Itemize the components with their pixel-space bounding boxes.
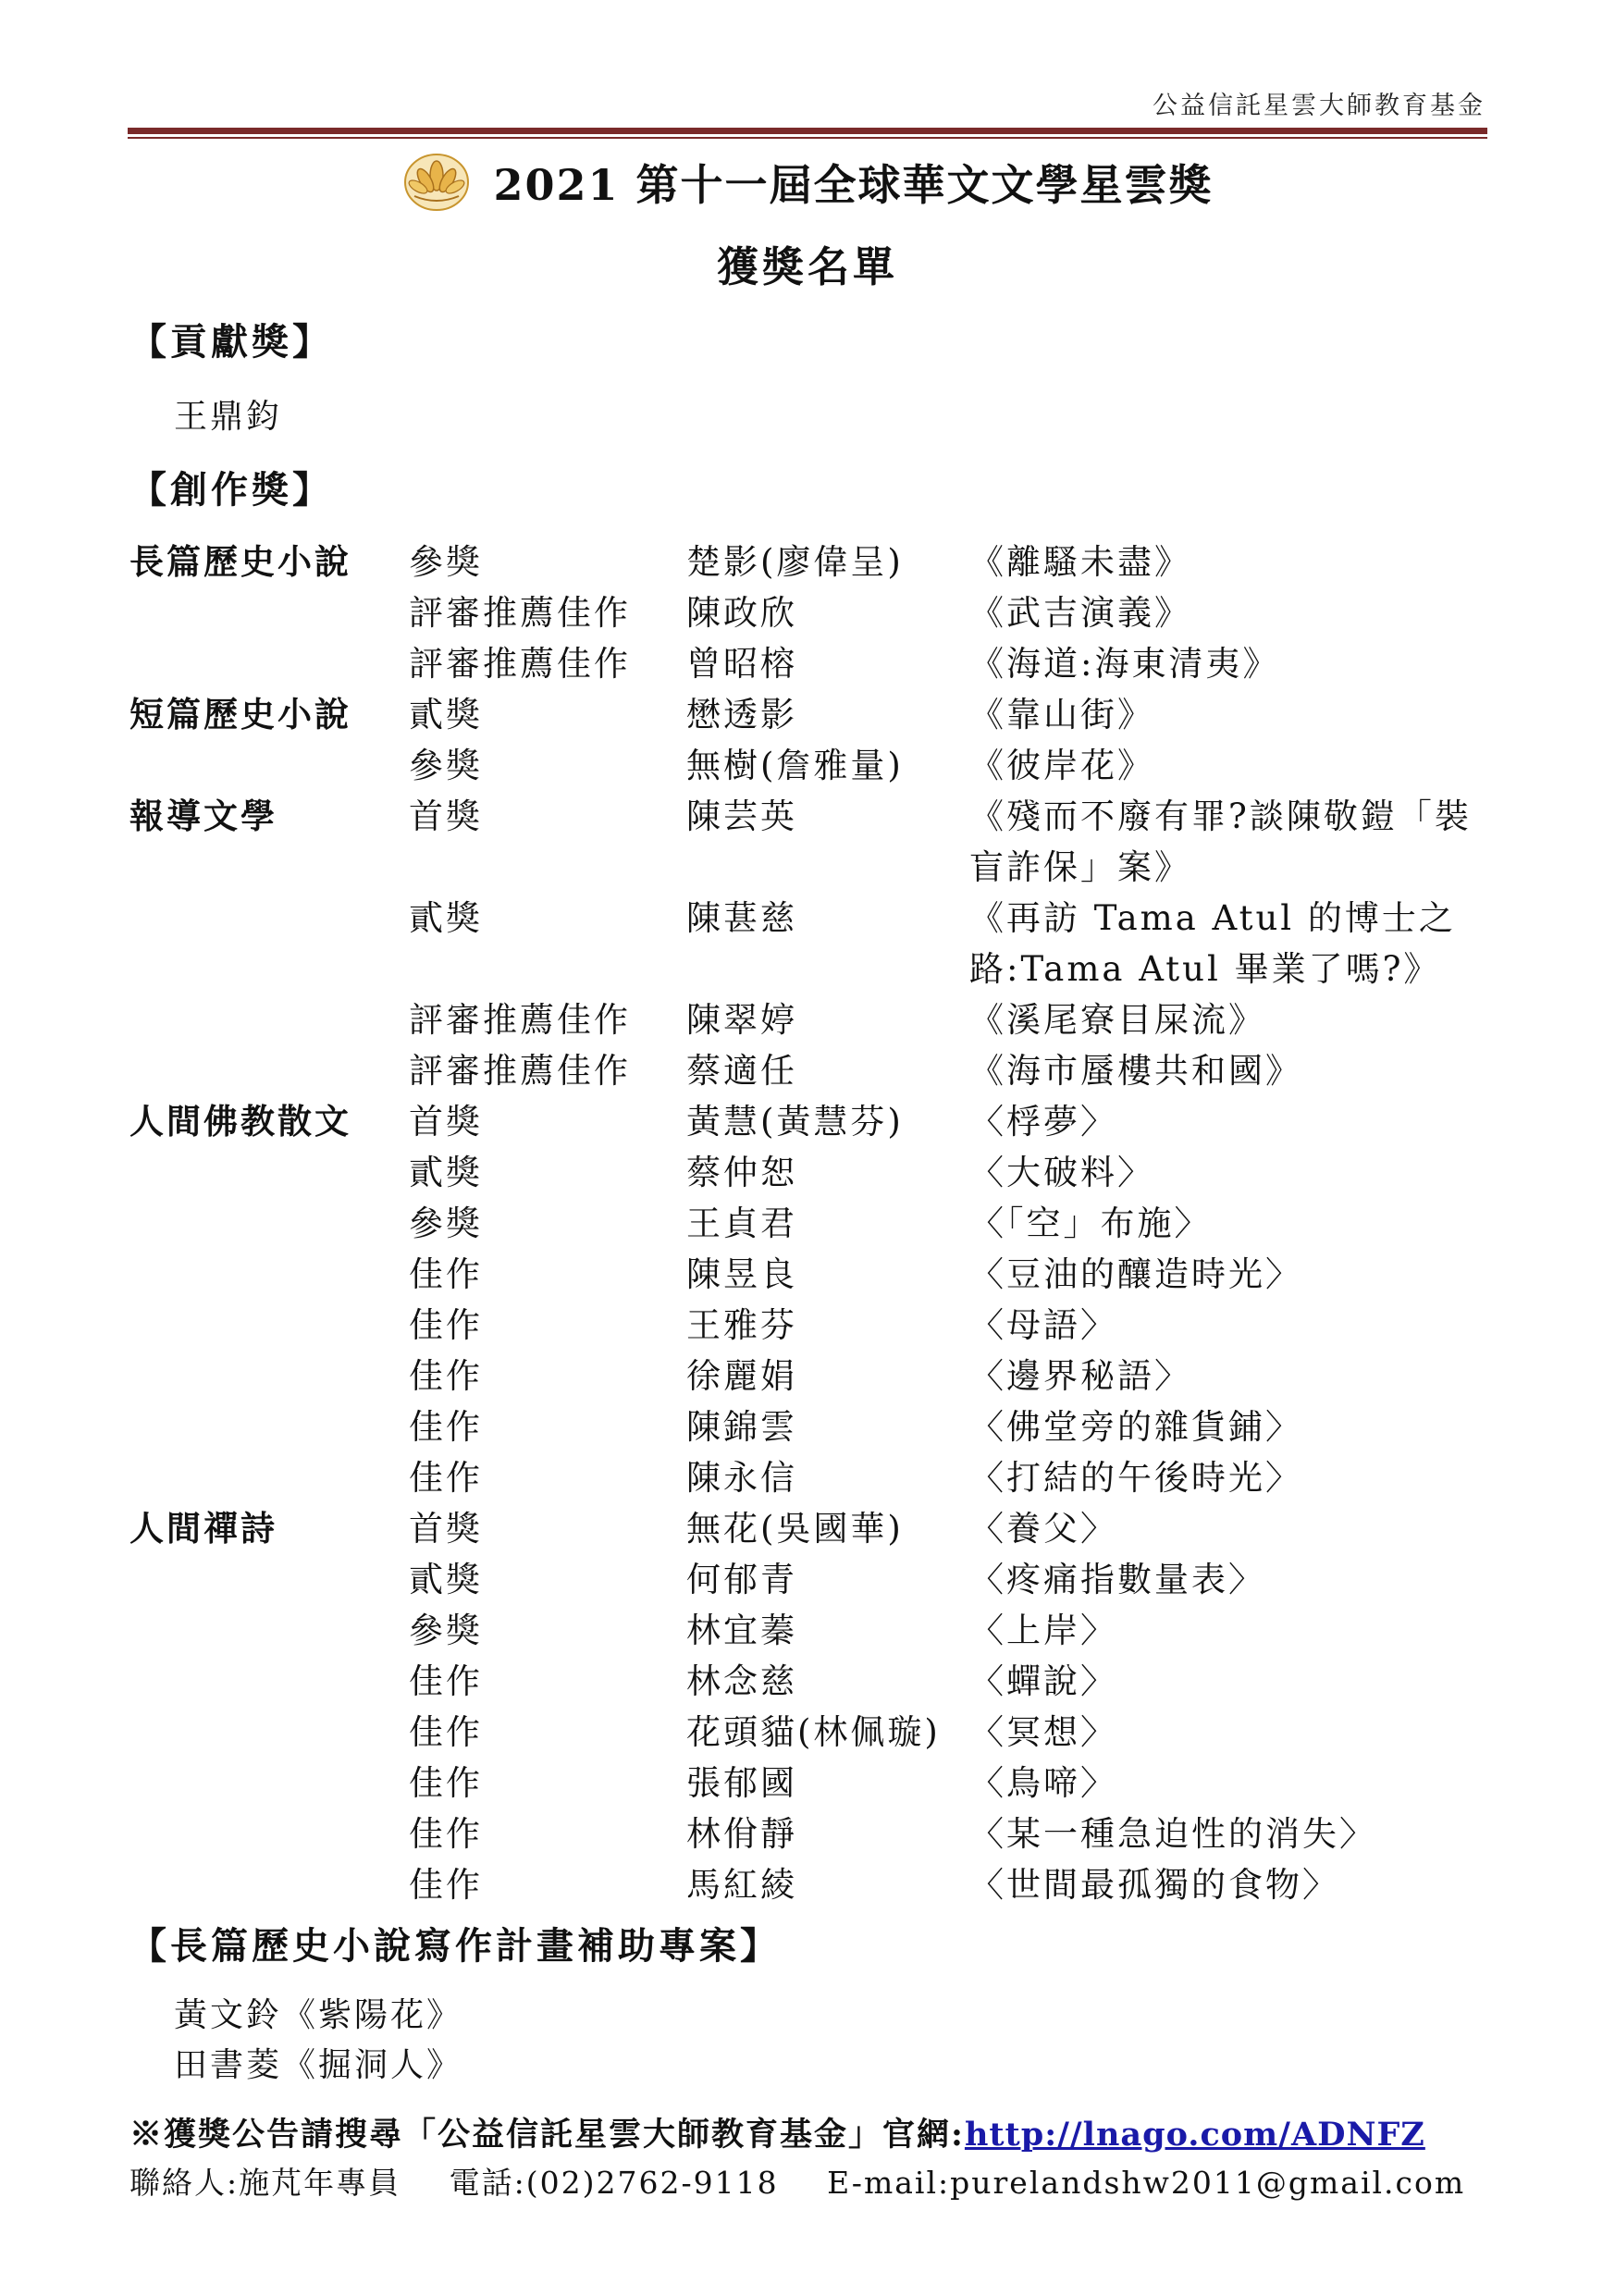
award-work: 《海道:海東清夷》 xyxy=(969,644,1280,684)
award-work: 〈世間最孤獨的食物〉 xyxy=(969,1865,1339,1905)
award-winner: 林宜蓁 xyxy=(686,1611,797,1650)
award-winner: 楚影(廖偉呈) xyxy=(686,542,904,582)
award-winner: 陳昱良 xyxy=(686,1254,797,1294)
award-work: 〈養父〉 xyxy=(969,1509,1117,1549)
award-category: 長篇歷史小說 xyxy=(129,541,351,582)
award-work: 《溪尾寮目屎流》 xyxy=(969,1000,1265,1040)
award-prize: 佳作 xyxy=(409,1763,483,1803)
award-prize: 佳作 xyxy=(409,1356,483,1396)
award-category: 人間禪詩 xyxy=(129,1508,277,1549)
award-row xyxy=(129,994,1498,1045)
award-work: 《武吉演義》 xyxy=(969,593,1191,633)
award-row xyxy=(129,1859,1498,1910)
grant-heading: 【長篇歷史小說寫作計畫補助專案】 xyxy=(129,1924,781,1968)
award-work: 〈上岸〉 xyxy=(969,1611,1117,1650)
award-row xyxy=(129,1707,1498,1758)
award-prize: 參獎 xyxy=(409,1611,483,1650)
award-row xyxy=(129,1758,1498,1808)
award-prize: 首獎 xyxy=(409,796,483,836)
award-prize: 佳作 xyxy=(409,1458,483,1498)
award-row xyxy=(129,689,1498,740)
award-row xyxy=(129,791,1498,893)
award-row xyxy=(129,1198,1498,1249)
award-row xyxy=(129,1808,1498,1859)
award-prize: 佳作 xyxy=(409,1661,483,1701)
award-winner: 王雅芬 xyxy=(686,1305,797,1345)
award-winner: 無樹(詹雅量) xyxy=(686,746,904,785)
award-work: 〈鳥啼〉 xyxy=(969,1763,1117,1803)
award-prize: 參獎 xyxy=(409,746,483,785)
award-category: 報導文學 xyxy=(129,796,277,836)
award-category: 人間佛教散文 xyxy=(129,1101,351,1142)
award-winner: 蔡仲恕 xyxy=(686,1153,797,1192)
award-winner: 陳葚慈 xyxy=(686,898,797,938)
award-prize: 參獎 xyxy=(409,1204,483,1243)
award-row xyxy=(129,1045,1498,1096)
award-winner: 王貞君 xyxy=(686,1204,797,1243)
award-prize: 佳作 xyxy=(409,1865,483,1905)
award-winner: 陳政欣 xyxy=(686,593,797,633)
org-header: 公益信託星雲大師教育基金 xyxy=(1153,92,1486,120)
award-winner: 陳錦雲 xyxy=(686,1407,797,1447)
contact-person: 聯絡人:施芃年專員 xyxy=(129,2165,401,2201)
title-row xyxy=(0,150,1615,215)
award-row xyxy=(129,1605,1498,1656)
award-work: 《殘而不廢有罪?談陳敬鎧「裝盲詐保」案》 xyxy=(969,796,1472,887)
footer-notice-text: ※獲獎公告請搜尋「公益信託星雲大師教育基金」官網: xyxy=(129,2116,965,2154)
award-work: 〈冥想〉 xyxy=(969,1712,1117,1752)
award-row xyxy=(129,1503,1498,1554)
award-work: 《彼岸花》 xyxy=(969,746,1154,785)
award-prize: 貳獎 xyxy=(409,898,483,938)
lotus-logo-icon xyxy=(401,150,472,215)
contact-phone: 電話:(02)2762-9118 xyxy=(449,2165,779,2201)
contact-email: E-mail:purelandshw2011@gmail.com xyxy=(827,2165,1466,2201)
award-prize: 參獎 xyxy=(409,542,483,582)
grant-item: 黃文鈴《紫陽花》 xyxy=(174,1996,463,2034)
award-work: 《再訪 Tama Atul 的博士之路:Tama Atul 畢業了嗎?》 xyxy=(969,898,1456,989)
website-link[interactable]: http://lnago.com/ADNFZ xyxy=(964,2116,1425,2154)
award-winner: 陳翠婷 xyxy=(686,1000,797,1040)
award-row xyxy=(129,1096,1498,1147)
award-winner: 花頭貓(林佩璇) xyxy=(686,1712,941,1752)
award-work: 〈大破料〉 xyxy=(969,1153,1154,1192)
award-winner: 何郁青 xyxy=(686,1560,797,1599)
award-work: 〈打結的午後時光〉 xyxy=(969,1458,1302,1498)
creation-heading: 【創作獎】 xyxy=(129,468,333,512)
award-work: 〈邊界秘語〉 xyxy=(969,1356,1191,1396)
award-winner: 馬紅綾 xyxy=(686,1865,797,1905)
award-prize: 評審推薦佳作 xyxy=(409,644,631,684)
award-winner: 林念慈 xyxy=(686,1661,797,1701)
award-winner: 蔡適任 xyxy=(686,1051,797,1091)
award-prize: 佳作 xyxy=(409,1254,483,1294)
award-row xyxy=(129,740,1498,791)
award-winner: 陳永信 xyxy=(686,1458,797,1498)
award-work: 〈桴夢〉 xyxy=(969,1102,1117,1142)
award-category: 短篇歷史小說 xyxy=(129,694,351,734)
award-winner: 陳芸英 xyxy=(686,796,797,836)
award-row xyxy=(129,1401,1498,1452)
award-row xyxy=(129,1452,1498,1503)
page-title: 2021 第十一屆全球華文文學星雲獎 xyxy=(493,160,1214,210)
award-prize: 首獎 xyxy=(409,1509,483,1549)
award-row xyxy=(129,1249,1498,1300)
award-work: 〈疼痛指數量表〉 xyxy=(969,1560,1265,1599)
footer-notice xyxy=(129,2109,1425,2155)
award-winner: 黃慧(黃慧芬) xyxy=(686,1102,904,1142)
award-row xyxy=(129,1656,1498,1707)
award-prize: 佳作 xyxy=(409,1712,483,1752)
award-prize: 佳作 xyxy=(409,1407,483,1447)
award-winner: 張郁國 xyxy=(686,1763,797,1803)
award-work: 《離騷未盡》 xyxy=(969,542,1191,582)
award-prize: 貳獎 xyxy=(409,1560,483,1599)
award-work: 〈某一種急迫性的消失〉 xyxy=(969,1814,1376,1854)
award-prize: 貳獎 xyxy=(409,695,483,734)
award-prize: 佳作 xyxy=(409,1814,483,1854)
award-prize: 首獎 xyxy=(409,1102,483,1142)
award-row xyxy=(129,893,1498,994)
award-work: 〈豆油的釀造時光〉 xyxy=(969,1254,1302,1294)
award-prize: 貳獎 xyxy=(409,1153,483,1192)
award-prize: 佳作 xyxy=(409,1305,483,1345)
award-work: 《海市蜃樓共和國》 xyxy=(969,1051,1302,1091)
award-winner: 無花(吳國華) xyxy=(686,1509,904,1549)
award-prize: 評審推薦佳作 xyxy=(409,1000,631,1040)
header-rule xyxy=(128,128,1487,139)
award-row xyxy=(129,1554,1498,1605)
award-row xyxy=(129,537,1498,587)
award-row xyxy=(129,587,1498,638)
award-work: 〈「空」布施〉 xyxy=(969,1204,1212,1243)
footer-contact xyxy=(129,2159,1502,2203)
award-work: 〈佛堂旁的雜貨鋪〉 xyxy=(969,1407,1302,1447)
page-subtitle: 獲獎名單 xyxy=(716,242,898,291)
award-work: 《靠山街》 xyxy=(969,695,1154,734)
award-row xyxy=(129,1147,1498,1198)
award-prize: 評審推薦佳作 xyxy=(409,1051,631,1091)
award-work: 〈蟬說〉 xyxy=(969,1661,1117,1701)
award-winner: 徐麗娟 xyxy=(686,1356,797,1396)
contribution-heading: 【貢獻獎】 xyxy=(129,320,333,364)
award-winner: 懋透影 xyxy=(686,695,797,734)
award-winner: 林佾靜 xyxy=(686,1814,797,1854)
awards-table xyxy=(129,537,1498,1910)
award-prize: 評審推薦佳作 xyxy=(409,593,631,633)
grant-item: 田書菱《掘洞人》 xyxy=(174,2046,463,2084)
contribution-winner: 王鼎鈞 xyxy=(174,398,283,436)
award-row xyxy=(129,638,1498,689)
award-work: 〈母語〉 xyxy=(969,1305,1117,1345)
award-row xyxy=(129,1300,1498,1351)
award-winner: 曾昭榕 xyxy=(686,644,797,684)
award-row xyxy=(129,1351,1498,1401)
